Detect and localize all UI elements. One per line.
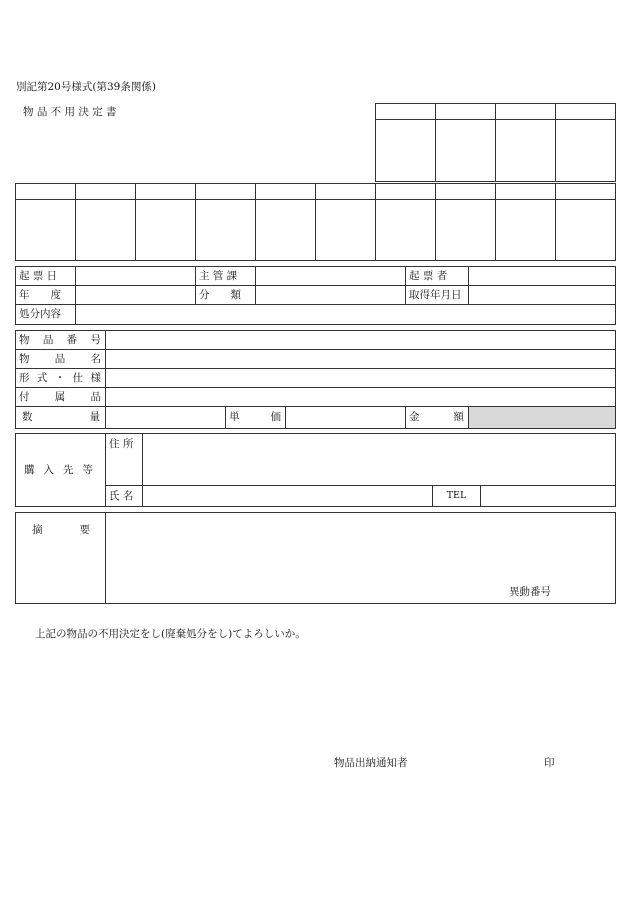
fuzoku-char: 付 [19, 390, 30, 403]
seal-mark: 印 [544, 757, 555, 769]
suryo-char: 数 [22, 411, 33, 424]
stamp-cell[interactable] [436, 200, 496, 261]
summary-char: 要 [79, 524, 90, 536]
item-info-table [15, 330, 616, 429]
stamp-cell[interactable] [376, 120, 436, 182]
shukan-ka-field[interactable] [256, 267, 406, 286]
tel-field[interactable] [481, 486, 616, 507]
summary-table [15, 512, 616, 604]
bunrui-label: 分 類 [196, 286, 256, 305]
purchase-char: 等 [82, 463, 93, 476]
header-info-table [15, 266, 616, 325]
keishiki-char: 式 [36, 371, 48, 384]
stamp-cell[interactable] [496, 200, 556, 261]
fuzoku-label [16, 388, 106, 407]
stamp-header-cell [556, 104, 616, 120]
ido-bangou-label: 異動番号 [509, 585, 551, 598]
kihyo-bi-label: 起 票 日 [16, 267, 76, 286]
form-style-label: 別記第20号様式(第39条関係) [16, 81, 156, 93]
shobun-field[interactable] [76, 305, 616, 325]
suryo-char: 量 [89, 411, 100, 424]
mei-char: 物 [19, 352, 30, 365]
suryo-label [16, 407, 106, 429]
stamp-header-cell [436, 184, 496, 200]
bangou-char: 号 [90, 333, 101, 346]
keishiki-field[interactable] [106, 369, 616, 388]
bangou-char: 番 [66, 333, 78, 346]
mei-char: 名 [90, 352, 101, 365]
shobun-label: 処分内容 [16, 305, 76, 325]
kingaku-char: 金 [409, 411, 420, 424]
tel-label: TEL [433, 486, 481, 507]
keishiki-char: 様 [90, 371, 101, 384]
keishiki-label [16, 369, 106, 388]
fuzoku-char: 属 [54, 390, 66, 403]
stamp-cell[interactable] [556, 200, 616, 261]
stamp-cell[interactable] [136, 200, 196, 261]
summary-label [16, 513, 106, 604]
summary-field[interactable] [106, 513, 616, 604]
purchase-char: 先 [63, 463, 74, 476]
mei-char: 品 [54, 352, 66, 365]
kingaku-label [406, 407, 469, 429]
nendo-label: 年 度 [16, 286, 76, 305]
fuzoku-field[interactable] [106, 388, 616, 407]
stamp-cell[interactable] [556, 120, 616, 182]
stamp-header-cell [196, 184, 256, 200]
stamp-header-cell [436, 104, 496, 120]
stamp-header-cell [136, 184, 196, 200]
stamp-cell[interactable] [436, 120, 496, 182]
name-field[interactable] [143, 486, 433, 507]
bangou-label [16, 331, 106, 350]
bunrui-field[interactable] [256, 286, 406, 305]
address-label: 住 所 [106, 434, 143, 486]
purchase-label [16, 434, 106, 507]
kihyo-sha-field[interactable] [469, 267, 616, 286]
kihyo-sha-label: 起 票 者 [406, 267, 469, 286]
stamp-cell[interactable] [16, 200, 76, 261]
purchase-table [15, 433, 616, 507]
stamp-header-cell [76, 184, 136, 200]
purchase-char: 購 [24, 463, 35, 476]
top-approval-stamp-grid [375, 103, 616, 182]
stamp-header-cell [496, 184, 556, 200]
form-title: 物 品 不 用 決 定 書 [23, 106, 117, 118]
stamp-cell[interactable] [496, 120, 556, 182]
nendo-field[interactable] [76, 286, 196, 305]
keishiki-char: ・ [54, 371, 66, 384]
purchase-char: 入 [43, 463, 54, 476]
stamp-header-cell [556, 184, 616, 200]
shutoku-field[interactable] [469, 286, 616, 305]
stamp-header-cell [376, 104, 436, 120]
bangou-field[interactable] [106, 331, 616, 350]
bangou-char: 物 [19, 333, 30, 346]
address-field[interactable] [143, 434, 616, 486]
stamp-cell[interactable] [316, 200, 376, 261]
stamp-cell[interactable] [256, 200, 316, 261]
tanka-field[interactable] [286, 407, 406, 429]
mei-field[interactable] [106, 350, 616, 369]
stamp-header-cell [16, 184, 76, 200]
tanka-char: 単 [229, 411, 240, 424]
stamp-header-cell [316, 184, 376, 200]
kingaku-field[interactable] [469, 407, 616, 429]
tanka-label [226, 407, 286, 429]
shutoku-label: 取得年月日 [406, 286, 469, 305]
summary-char: 摘 [32, 524, 43, 536]
name-label: 氏 名 [106, 486, 143, 507]
stamp-cell[interactable] [196, 200, 256, 261]
approval-stamp-grid [15, 183, 616, 261]
stamp-cell[interactable] [376, 200, 436, 261]
suryo-field[interactable] [106, 407, 226, 429]
keishiki-char: 形 [19, 371, 30, 384]
mei-label [16, 350, 106, 369]
stamp-header-cell [256, 184, 316, 200]
shukan-ka-label: 主 管 課 [196, 267, 256, 286]
stamp-header-cell [376, 184, 436, 200]
stamp-cell[interactable] [76, 200, 136, 261]
statement: 上記の物品の不用決定をし(廃棄処分をし)てよろしいか。 [35, 628, 306, 640]
kingaku-char: 額 [453, 411, 464, 424]
tanka-char: 価 [270, 411, 281, 424]
kihyo-bi-field[interactable] [76, 267, 196, 286]
bangou-char: 品 [42, 333, 54, 346]
fuzoku-char: 品 [90, 390, 101, 403]
stamp-header-cell [496, 104, 556, 120]
notifier-label: 物品出納通知者 [334, 757, 408, 769]
keishiki-char: 仕 [72, 371, 84, 384]
